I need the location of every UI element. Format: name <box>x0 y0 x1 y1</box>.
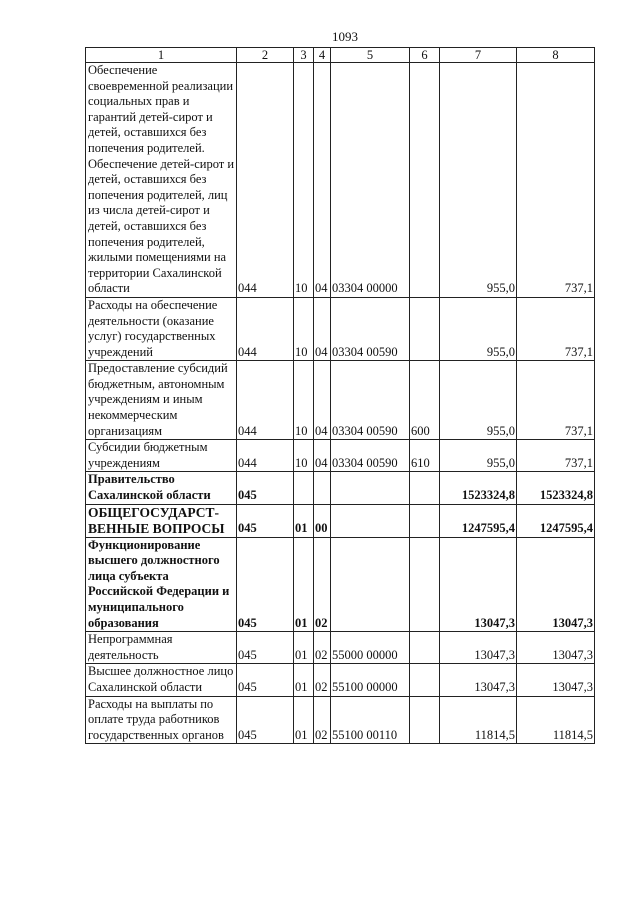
vr-cell <box>410 504 440 537</box>
pr-cell: 00 <box>314 504 331 537</box>
budget-table <box>85 47 595 744</box>
csr-cell <box>331 504 410 537</box>
ved-cell: 045 <box>237 472 294 504</box>
sum2-cell: 737,1 <box>517 361 595 440</box>
vr-cell <box>410 472 440 504</box>
table-row <box>86 297 595 360</box>
item-name-cell: Предоставление субсидий бюджетным, автономным учреждениям и иным некоммерческим организациям <box>86 361 237 440</box>
item-name-cell: Обеспечение своевременной реализации социальных прав и гарантий детей-сирот и детей, оставшихся без попечения родителей. Обеспечение детей-сирот и детей, оставшихся без попечения родителей, лиц из числа детей-сирот и детей, оставшихся без попечения родителей, жилыми помещениями на территории Сахалинской области <box>86 63 237 298</box>
table-row <box>86 361 595 440</box>
table-row <box>86 504 595 537</box>
page-number: 1093 <box>332 29 358 44</box>
ved-cell: 045 <box>237 696 294 744</box>
sum1-cell: 955,0 <box>440 440 517 472</box>
table-row <box>86 472 595 504</box>
item-name-cell: Функционирование высшего должностного лица субъекта Российской Федерации и муниципального образования <box>86 537 237 632</box>
vr-cell: 610 <box>410 440 440 472</box>
item-name-cell: Правительство Сахалинской области <box>86 472 237 504</box>
item-name-cell: Высшее должностное лицо Сахалинской области <box>86 664 237 696</box>
pr-cell: 04 <box>314 63 331 298</box>
sum2-cell: 11814,5 <box>517 696 595 744</box>
pr-cell: 04 <box>314 297 331 360</box>
table-row <box>86 632 595 664</box>
csr-cell: 03304 00590 <box>331 361 410 440</box>
sum1-cell: 11814,5 <box>440 696 517 744</box>
table-row <box>86 537 595 632</box>
sum2-cell: 1523324,8 <box>517 472 595 504</box>
table-row <box>86 440 595 472</box>
rz-cell: 01 <box>294 696 314 744</box>
pr-cell: 04 <box>314 440 331 472</box>
rz-cell <box>294 472 314 504</box>
table-row <box>86 696 595 744</box>
vr-cell <box>410 696 440 744</box>
csr-cell: 03304 00590 <box>331 297 410 360</box>
vr-cell <box>410 632 440 664</box>
rz-cell: 10 <box>294 63 314 298</box>
header-col-1: 1 <box>86 48 237 63</box>
sum1-cell: 1523324,8 <box>440 472 517 504</box>
rz-cell: 01 <box>294 537 314 632</box>
header-col-6: 6 <box>410 48 440 63</box>
vr-cell <box>410 297 440 360</box>
sum1-cell: 955,0 <box>440 63 517 298</box>
sum2-cell: 737,1 <box>517 440 595 472</box>
table-row <box>86 664 595 696</box>
table-row <box>86 63 595 298</box>
sum2-cell: 737,1 <box>517 63 595 298</box>
sum2-cell: 737,1 <box>517 297 595 360</box>
item-name-cell: Субсидии бюджетным учреждениям <box>86 440 237 472</box>
rz-cell: 01 <box>294 504 314 537</box>
sum1-cell: 13047,3 <box>440 664 517 696</box>
csr-cell: 03304 00000 <box>331 63 410 298</box>
pr-cell <box>314 472 331 504</box>
vr-cell <box>410 63 440 298</box>
ved-cell: 044 <box>237 63 294 298</box>
pr-cell: 02 <box>314 632 331 664</box>
header-row <box>86 48 595 63</box>
rz-cell: 01 <box>294 664 314 696</box>
header-col-8: 8 <box>517 48 595 63</box>
sum1-cell: 955,0 <box>440 361 517 440</box>
csr-cell <box>331 537 410 632</box>
ved-cell: 045 <box>237 504 294 537</box>
header-col-5: 5 <box>331 48 410 63</box>
vr-cell <box>410 664 440 696</box>
header-col-2: 2 <box>237 48 294 63</box>
item-name-cell: Расходы на выплаты по оплате труда работников государственных органов <box>86 696 237 744</box>
sum2-cell: 1247595,4 <box>517 504 595 537</box>
sum1-cell: 13047,3 <box>440 537 517 632</box>
ved-cell: 044 <box>237 297 294 360</box>
csr-cell: 03304 00590 <box>331 440 410 472</box>
item-name-cell: Расходы на обеспечение деятельности (оказание услуг) государственных учреждений <box>86 297 237 360</box>
header-col-7: 7 <box>440 48 517 63</box>
pr-cell: 04 <box>314 361 331 440</box>
rz-cell: 01 <box>294 632 314 664</box>
pr-cell: 02 <box>314 664 331 696</box>
header-col-4: 4 <box>314 48 331 63</box>
vr-cell: 600 <box>410 361 440 440</box>
csr-cell: 55100 00110 <box>331 696 410 744</box>
sum2-cell: 13047,3 <box>517 632 595 664</box>
ved-cell: 045 <box>237 664 294 696</box>
csr-cell: 55100 00000 <box>331 664 410 696</box>
sum2-cell: 13047,3 <box>517 537 595 632</box>
item-name-cell: Непрограммная деятельность <box>86 632 237 664</box>
header-col-3: 3 <box>294 48 314 63</box>
ved-cell: 044 <box>237 361 294 440</box>
ved-cell: 045 <box>237 632 294 664</box>
rz-cell: 10 <box>294 361 314 440</box>
vr-cell <box>410 537 440 632</box>
ved-cell: 045 <box>237 537 294 632</box>
sum1-cell: 13047,3 <box>440 632 517 664</box>
rz-cell: 10 <box>294 440 314 472</box>
ved-cell: 044 <box>237 440 294 472</box>
csr-cell: 55000 00000 <box>331 632 410 664</box>
table-body <box>86 63 595 744</box>
csr-cell <box>331 472 410 504</box>
pr-cell: 02 <box>314 696 331 744</box>
sum1-cell: 1247595,4 <box>440 504 517 537</box>
pr-cell: 02 <box>314 537 331 632</box>
sum2-cell: 13047,3 <box>517 664 595 696</box>
item-name-cell: ОБЩЕГОСУДАРСТ-ВЕННЫЕ ВОПРОСЫ <box>86 504 237 537</box>
sum1-cell: 955,0 <box>440 297 517 360</box>
rz-cell: 10 <box>294 297 314 360</box>
